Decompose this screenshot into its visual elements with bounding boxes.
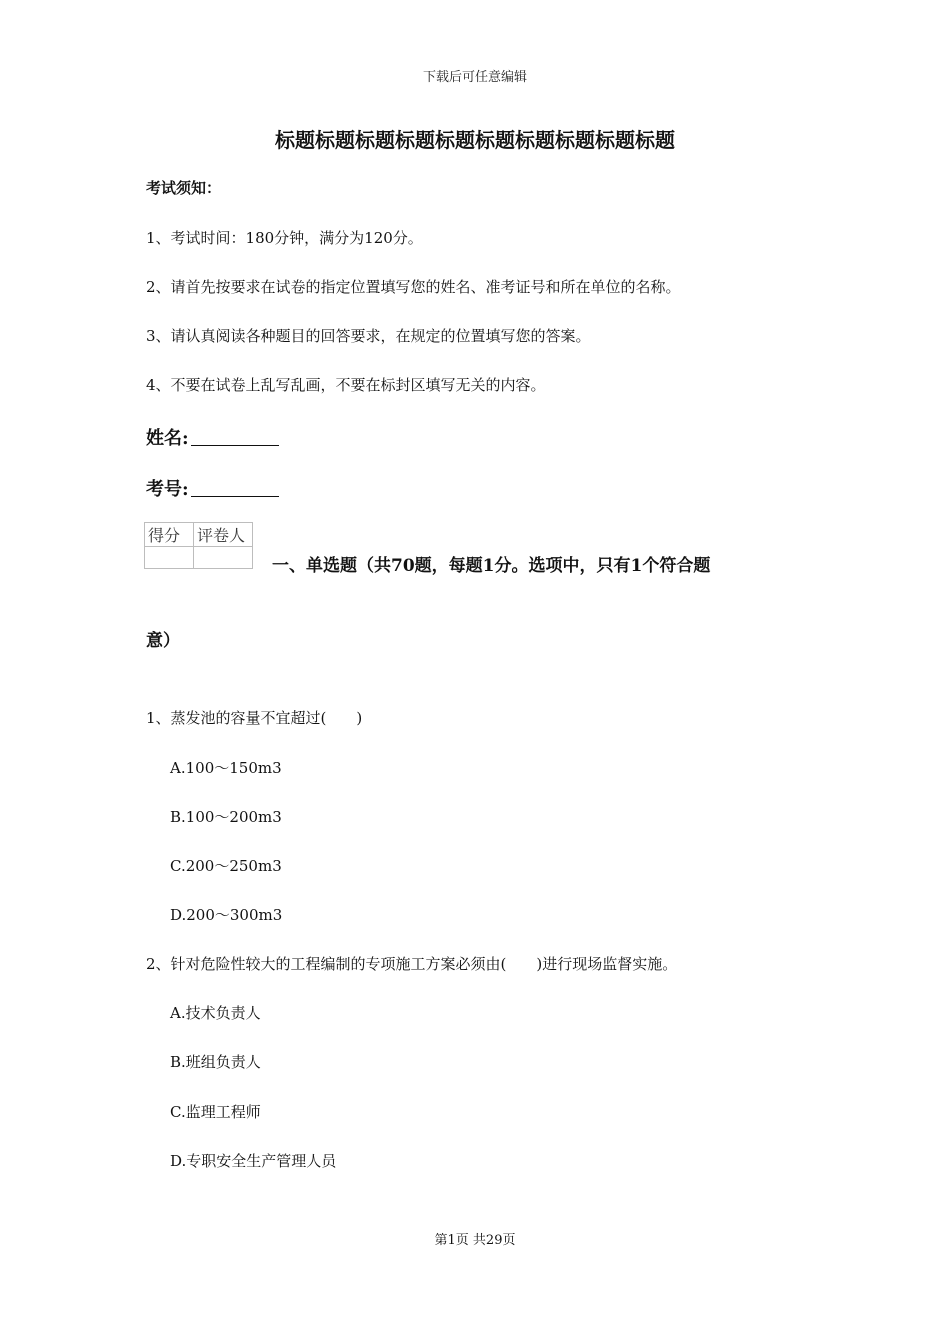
page-footer: 第1页 共29页 — [434, 1233, 516, 1248]
notice-item: 2、请首先按要求在试卷的指定位置填写您的姓名、准考证号和所在单位的名称。 — [146, 278, 681, 296]
id-field — [146, 475, 279, 501]
option-c[interactable]: C.200～250m3 — [170, 857, 282, 875]
score-header: 得分 — [145, 523, 194, 547]
name-field — [146, 424, 279, 450]
option-a[interactable]: A.技术负责人 — [170, 1004, 261, 1022]
notice-item: 3、请认真阅读各种题目的回答要求，在规定的位置填写您的答案。 — [146, 327, 591, 345]
question-stem: 2、针对危险性较大的工程编制的专项施工方案必须由( )进行现场监督实施。 — [146, 955, 678, 973]
notice-item: 4、不要在试卷上乱写乱画，不要在标封区填写无关的内容。 — [146, 376, 546, 394]
option-c[interactable]: C.监理工程师 — [170, 1103, 261, 1121]
name-blank[interactable] — [191, 427, 279, 446]
header-note: 下载后可任意编辑 — [422, 70, 527, 85]
option-d[interactable]: D.专职安全生产管理人员 — [170, 1152, 337, 1170]
document-title: 标题标题标题标题标题标题标题标题标题标题 — [275, 128, 675, 152]
id-blank[interactable] — [191, 478, 279, 497]
notice-heading: 考试须知： — [146, 179, 222, 197]
grader-cell[interactable] — [194, 547, 253, 569]
name-label: 姓名: — [146, 428, 189, 449]
option-d[interactable]: D.200～300m3 — [170, 906, 283, 924]
section-title-continued: 意） — [146, 631, 180, 651]
score-cell[interactable] — [145, 547, 194, 569]
option-b[interactable]: B.班组负责人 — [170, 1053, 261, 1071]
option-b[interactable]: B.100～200m3 — [170, 808, 282, 826]
option-a[interactable]: A.100～150m3 — [170, 759, 282, 777]
id-label: 考号: — [146, 479, 189, 500]
score-table — [144, 522, 253, 569]
question-stem: 1、蒸发池的容量不宜超过( ) — [146, 709, 363, 727]
section-title: 一、单选题（共70题，每题1分。选项中，只有1个符合题 — [272, 556, 711, 576]
notice-item: 1、考试时间：180分钟，满分为120分。 — [146, 229, 423, 247]
grader-header: 评卷人 — [194, 523, 253, 547]
